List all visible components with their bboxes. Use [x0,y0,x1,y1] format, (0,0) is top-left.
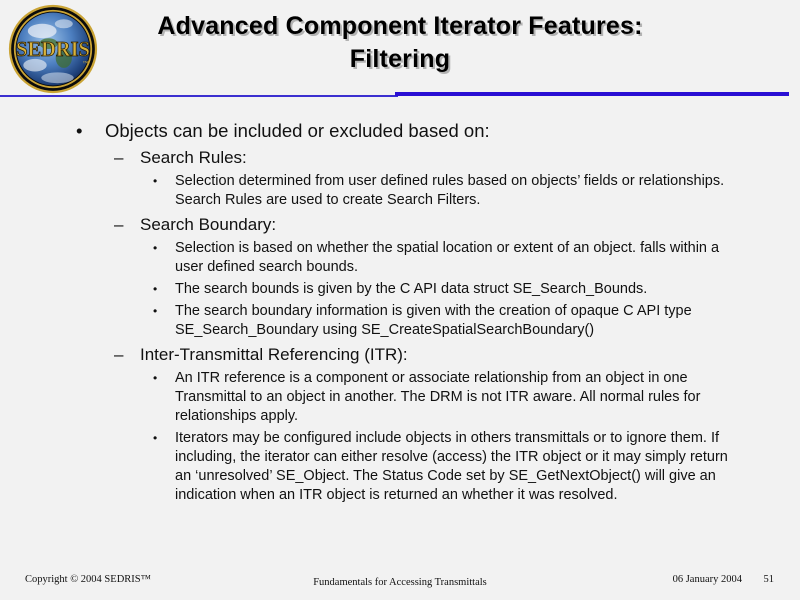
footer-copyright: Copyright © 2004 SEDRIS™ [25,574,151,585]
dash-marker: – [114,345,124,364]
bullet-item-level3 [148,172,800,210]
dash-marker: – [114,215,124,234]
bullet-item-level3 [148,302,800,340]
bullet-text: Objects can be included or excluded based on: [105,120,490,141]
footer-page-number: 51 [763,574,774,585]
footer-course-title: Fundamentals for Accessing Transmittals [313,577,487,588]
bullet-marker: • [153,282,158,296]
dash-marker: – [114,148,124,167]
slide-title-line2: Filtering [349,45,451,73]
bullet-marker: • [76,120,83,141]
bullet-item-level2 [112,147,800,169]
header-divider-left [0,95,398,97]
slide-title-line1: Advanced Component Iterator Features: [157,12,643,40]
slide-title [0,10,800,76]
bullet-marker: • [153,371,158,385]
bullet-marker: • [153,241,158,255]
bullet-marker: • [153,304,158,318]
bullet-text: An ITR reference is a component or associate relationship from an object in one Transmittal to an object in another. The DRM is not ITR aware. All normal rules for relationships apply. [175,370,701,424]
bullet-item-level2 [112,214,800,236]
bullet-text: Iterators may be configured include objects in others transmittals or to ignore them. If including, the iterator can either resolve (access) the ITR object or it may simply return an ‘unresolved’ SE_Object. The Status Code set by SE_GetNextObject() will give an indication when an ITR object is returned an whether it was resolved. [175,430,728,503]
slide-body [0,119,800,507]
bullet-item-level2 [112,344,800,366]
bullet-text: Search Boundary: [140,215,277,234]
sedris-logo-tm: ™ [82,60,88,67]
bullet-item-level1 [68,119,800,143]
bullet-item-level3 [148,429,800,505]
sedris-logo-text: SEDRIS [16,37,90,62]
header-divider-right [395,92,789,96]
bullet-text: Selection determined from user defined rules based on objects’ fields or relationships. Search Rules are used to create Search Filters. [175,173,725,208]
bullet-item-level3 [148,280,800,299]
bullet-item-level3 [148,369,800,426]
bullet-text: Inter-Transmittal Referencing (ITR): [140,345,408,364]
bullet-marker: • [153,174,158,188]
footer-date: 06 January 2004 [672,574,742,585]
bullet-text: The search boundary information is given with the creation of opaque C API type SE_Search_Boundary using SE_CreateSpatialSearchBoundary() [175,303,692,338]
bullet-marker: • [153,431,158,445]
bullet-item-level3 [148,239,800,277]
bullet-text: Selection is based on whether the spatial location or extent of an object. falls within a user defined search bounds. [175,240,720,275]
bullet-text: Search Rules: [140,148,247,167]
bullet-text: The search bounds is given by the C API data struct SE_Search_Bounds. [175,281,648,297]
